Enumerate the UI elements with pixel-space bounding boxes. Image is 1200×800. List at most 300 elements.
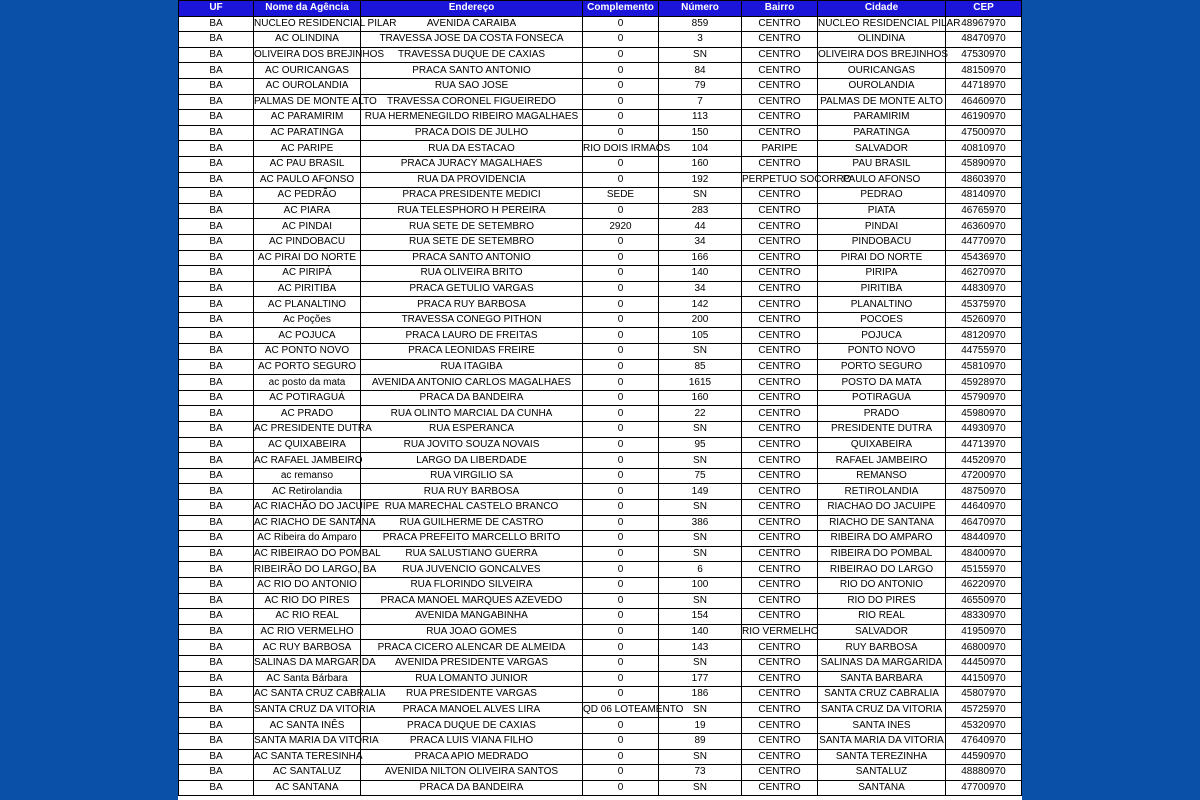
- cep-cell[interactable]: 45320970: [946, 718, 1022, 734]
- agency-name-cell[interactable]: AC PIRAI DO NORTE: [254, 250, 361, 266]
- uf-cell[interactable]: BA: [179, 453, 254, 469]
- number-cell[interactable]: 166: [659, 250, 742, 266]
- uf-cell[interactable]: BA: [179, 655, 254, 671]
- number-cell[interactable]: 3: [659, 32, 742, 48]
- complement-cell[interactable]: 0: [583, 94, 659, 110]
- complement-cell[interactable]: 0: [583, 593, 659, 609]
- agency-name-cell[interactable]: AC SANTANA: [254, 780, 361, 796]
- number-cell[interactable]: 75: [659, 468, 742, 484]
- uf-cell[interactable]: BA: [179, 110, 254, 126]
- district-cell[interactable]: CENTRO: [742, 562, 818, 578]
- complement-cell[interactable]: 0: [583, 344, 659, 360]
- agency-name-cell[interactable]: AC PARIPE: [254, 141, 361, 157]
- number-cell[interactable]: SN: [659, 188, 742, 204]
- address-cell[interactable]: RUA DA ESTACAO: [361, 141, 583, 157]
- uf-cell[interactable]: BA: [179, 312, 254, 328]
- cep-cell[interactable]: 48440970: [946, 531, 1022, 547]
- number-cell[interactable]: 192: [659, 172, 742, 188]
- city-cell[interactable]: PIRAI DO NORTE: [818, 250, 946, 266]
- complement-cell[interactable]: 0: [583, 250, 659, 266]
- district-cell[interactable]: CENTRO: [742, 188, 818, 204]
- address-cell[interactable]: TRAVESSA CONEGO PITHON: [361, 312, 583, 328]
- agency-name-cell[interactable]: AC PLANALTINO: [254, 297, 361, 313]
- agency-name-cell[interactable]: AC RIACHO DE SANTANA: [254, 515, 361, 531]
- address-cell[interactable]: PRACA CICERO ALENCAR DE ALMEIDA: [361, 640, 583, 656]
- agency-name-cell[interactable]: AC PIRITIBA: [254, 281, 361, 297]
- address-cell[interactable]: RUA VIRGILIO SA: [361, 468, 583, 484]
- agency-name-cell[interactable]: OLIVEIRA DOS BREJINHOS: [254, 47, 361, 63]
- number-cell[interactable]: 859: [659, 16, 742, 32]
- cep-cell[interactable]: 44755970: [946, 344, 1022, 360]
- uf-cell[interactable]: BA: [179, 609, 254, 625]
- agency-name-cell[interactable]: AC OUROLANDIA: [254, 78, 361, 94]
- district-cell[interactable]: CENTRO: [742, 344, 818, 360]
- complement-cell[interactable]: 0: [583, 484, 659, 500]
- district-cell[interactable]: CENTRO: [742, 312, 818, 328]
- cep-cell[interactable]: 45890970: [946, 156, 1022, 172]
- district-cell[interactable]: CENTRO: [742, 780, 818, 796]
- city-cell[interactable]: SALVADOR: [818, 624, 946, 640]
- district-cell[interactable]: CENTRO: [742, 718, 818, 734]
- number-cell[interactable]: 95: [659, 437, 742, 453]
- uf-cell[interactable]: BA: [179, 328, 254, 344]
- address-cell[interactable]: RUA HERMENEGILDO RIBEIRO MAGALHAES: [361, 110, 583, 126]
- district-cell[interactable]: CENTRO: [742, 219, 818, 235]
- agency-name-cell[interactable]: AC SANTA CRUZ CABRALIA: [254, 687, 361, 703]
- complement-cell[interactable]: 0: [583, 125, 659, 141]
- district-cell[interactable]: CENTRO: [742, 671, 818, 687]
- number-cell[interactable]: 386: [659, 515, 742, 531]
- number-cell[interactable]: SN: [659, 655, 742, 671]
- number-cell[interactable]: 154: [659, 609, 742, 625]
- cep-cell[interactable]: 46360970: [946, 219, 1022, 235]
- cep-cell[interactable]: 46470970: [946, 515, 1022, 531]
- number-cell[interactable]: SN: [659, 453, 742, 469]
- cep-cell[interactable]: 44520970: [946, 453, 1022, 469]
- city-cell[interactable]: SANTA INES: [818, 718, 946, 734]
- complement-cell[interactable]: 0: [583, 32, 659, 48]
- complement-cell[interactable]: 0: [583, 359, 659, 375]
- address-cell[interactable]: RUA TELESPHORO H PEREIRA: [361, 203, 583, 219]
- complement-cell[interactable]: RIO DOIS IRMAOS: [583, 141, 659, 157]
- district-cell[interactable]: CENTRO: [742, 406, 818, 422]
- agency-name-cell[interactable]: AC PRESIDENTE DUTRA: [254, 422, 361, 438]
- cep-cell[interactable]: 47530970: [946, 47, 1022, 63]
- number-cell[interactable]: 7: [659, 94, 742, 110]
- uf-cell[interactable]: BA: [179, 375, 254, 391]
- number-cell[interactable]: 160: [659, 390, 742, 406]
- cep-cell[interactable]: 46765970: [946, 203, 1022, 219]
- cep-cell[interactable]: 48603970: [946, 172, 1022, 188]
- cep-cell[interactable]: 45928970: [946, 375, 1022, 391]
- district-cell[interactable]: CENTRO: [742, 453, 818, 469]
- cep-cell[interactable]: 47700970: [946, 780, 1022, 796]
- agency-name-cell[interactable]: AC OURICANGAS: [254, 63, 361, 79]
- number-cell[interactable]: 105: [659, 328, 742, 344]
- city-cell[interactable]: RIACHO DE SANTANA: [818, 515, 946, 531]
- cep-cell[interactable]: 46800970: [946, 640, 1022, 656]
- district-cell[interactable]: CENTRO: [742, 500, 818, 516]
- address-cell[interactable]: PRACA SANTO ANTONIO: [361, 250, 583, 266]
- cep-cell[interactable]: 44718970: [946, 78, 1022, 94]
- cep-cell[interactable]: 44150970: [946, 671, 1022, 687]
- district-cell[interactable]: CENTRO: [742, 515, 818, 531]
- uf-cell[interactable]: BA: [179, 562, 254, 578]
- address-cell[interactable]: RUA GUILHERME DE CASTRO: [361, 515, 583, 531]
- number-cell[interactable]: 149: [659, 484, 742, 500]
- number-cell[interactable]: 177: [659, 671, 742, 687]
- uf-cell[interactable]: BA: [179, 749, 254, 765]
- agency-name-cell[interactable]: AC RUY BARBOSA: [254, 640, 361, 656]
- city-cell[interactable]: PRESIDENTE DUTRA: [818, 422, 946, 438]
- district-cell[interactable]: CENTRO: [742, 375, 818, 391]
- city-cell[interactable]: PALMAS DE MONTE ALTO: [818, 94, 946, 110]
- address-cell[interactable]: RUA SETE DE SETEMBRO: [361, 234, 583, 250]
- complement-cell[interactable]: 0: [583, 780, 659, 796]
- address-cell[interactable]: PRACA DA BANDEIRA: [361, 780, 583, 796]
- district-cell[interactable]: CENTRO: [742, 250, 818, 266]
- complement-cell[interactable]: 0: [583, 718, 659, 734]
- complement-cell[interactable]: 0: [583, 406, 659, 422]
- complement-cell[interactable]: 0: [583, 78, 659, 94]
- agency-name-cell[interactable]: AC POJUCA: [254, 328, 361, 344]
- number-cell[interactable]: 85: [659, 359, 742, 375]
- address-cell[interactable]: RUA OLIVEIRA BRITO: [361, 266, 583, 282]
- cep-cell[interactable]: 48470970: [946, 32, 1022, 48]
- cep-cell[interactable]: 44640970: [946, 500, 1022, 516]
- agency-name-cell[interactable]: AC OLINDINA: [254, 32, 361, 48]
- uf-cell[interactable]: BA: [179, 546, 254, 562]
- city-cell[interactable]: SANTA MARIA DA VITORIA: [818, 733, 946, 749]
- address-cell[interactable]: AVENIDA NILTON OLIVEIRA SANTOS: [361, 765, 583, 781]
- agency-name-cell[interactable]: AC SANTALUZ: [254, 765, 361, 781]
- uf-cell[interactable]: BA: [179, 593, 254, 609]
- cep-cell[interactable]: 44590970: [946, 749, 1022, 765]
- uf-cell[interactable]: BA: [179, 234, 254, 250]
- agency-name-cell[interactable]: AC RIO REAL: [254, 609, 361, 625]
- address-cell[interactable]: PRACA LEONIDAS FREIRE: [361, 344, 583, 360]
- complement-cell[interactable]: 0: [583, 297, 659, 313]
- number-cell[interactable]: SN: [659, 780, 742, 796]
- address-cell[interactable]: PRACA RUY BARBOSA: [361, 297, 583, 313]
- city-cell[interactable]: RIO DO ANTONIO: [818, 577, 946, 593]
- address-cell[interactable]: PRACA GETULIO VARGAS: [361, 281, 583, 297]
- agency-name-cell[interactable]: AC SANTA TERESINHA: [254, 749, 361, 765]
- complement-cell[interactable]: 0: [583, 671, 659, 687]
- district-cell[interactable]: CENTRO: [742, 47, 818, 63]
- cep-cell[interactable]: 47500970: [946, 125, 1022, 141]
- number-cell[interactable]: 84: [659, 63, 742, 79]
- uf-cell[interactable]: BA: [179, 188, 254, 204]
- complement-cell[interactable]: 0: [583, 203, 659, 219]
- city-cell[interactable]: POCOES: [818, 312, 946, 328]
- address-cell[interactable]: RUA SAO JOSE: [361, 78, 583, 94]
- city-cell[interactable]: OLINDINA: [818, 32, 946, 48]
- number-cell[interactable]: 1615: [659, 375, 742, 391]
- cep-cell[interactable]: 46550970: [946, 593, 1022, 609]
- number-cell[interactable]: SN: [659, 546, 742, 562]
- district-cell[interactable]: CENTRO: [742, 281, 818, 297]
- agency-name-cell[interactable]: AC RIO DO ANTONIO: [254, 577, 361, 593]
- uf-cell[interactable]: BA: [179, 156, 254, 172]
- complement-cell[interactable]: 0: [583, 609, 659, 625]
- number-cell[interactable]: 140: [659, 266, 742, 282]
- address-cell[interactable]: PRACA SANTO ANTONIO: [361, 63, 583, 79]
- district-cell[interactable]: RIO VERMELHO: [742, 624, 818, 640]
- cep-cell[interactable]: 44450970: [946, 655, 1022, 671]
- agency-name-cell[interactable]: AC Retirolandia: [254, 484, 361, 500]
- agency-name-cell[interactable]: AC RAFAEL JAMBEIRO: [254, 453, 361, 469]
- cep-cell[interactable]: 47640970: [946, 733, 1022, 749]
- agency-name-cell[interactable]: SANTA MARIA DA VITORIA: [254, 733, 361, 749]
- city-cell[interactable]: RUY BARBOSA: [818, 640, 946, 656]
- city-cell[interactable]: PARAMIRIM: [818, 110, 946, 126]
- address-cell[interactable]: PRACA JURACY MAGALHAES: [361, 156, 583, 172]
- agency-name-cell[interactable]: NUCLEO RESIDENCIAL PILAR: [254, 16, 361, 32]
- number-cell[interactable]: SN: [659, 749, 742, 765]
- district-cell[interactable]: CENTRO: [742, 78, 818, 94]
- cep-cell[interactable]: 48330970: [946, 609, 1022, 625]
- agency-name-cell[interactable]: SANTA CRUZ DA VITORIA: [254, 702, 361, 718]
- agency-name-cell[interactable]: ac remanso: [254, 468, 361, 484]
- address-cell[interactable]: PRACA LAURO DE FREITAS: [361, 328, 583, 344]
- uf-cell[interactable]: BA: [179, 500, 254, 516]
- cep-cell[interactable]: 46460970: [946, 94, 1022, 110]
- complement-cell[interactable]: 0: [583, 468, 659, 484]
- city-cell[interactable]: RETIROLANDIA: [818, 484, 946, 500]
- cep-cell[interactable]: 48967970: [946, 16, 1022, 32]
- cep-cell[interactable]: 46270970: [946, 266, 1022, 282]
- complement-cell[interactable]: 0: [583, 515, 659, 531]
- district-cell[interactable]: CENTRO: [742, 546, 818, 562]
- district-cell[interactable]: CENTRO: [742, 655, 818, 671]
- uf-cell[interactable]: BA: [179, 624, 254, 640]
- cep-cell[interactable]: 48140970: [946, 188, 1022, 204]
- city-cell[interactable]: RIO DO PIRES: [818, 593, 946, 609]
- agency-name-cell[interactable]: AC RIACHÃO DO JACUÍPE: [254, 500, 361, 516]
- city-cell[interactable]: OLIVEIRA DOS BREJINHOS: [818, 47, 946, 63]
- district-cell[interactable]: CENTRO: [742, 437, 818, 453]
- uf-cell[interactable]: BA: [179, 203, 254, 219]
- city-cell[interactable]: PIRITIBA: [818, 281, 946, 297]
- agency-name-cell[interactable]: AC SANTA INÊS: [254, 718, 361, 734]
- city-cell[interactable]: RIACHAO DO JACUIPE: [818, 500, 946, 516]
- district-cell[interactable]: CENTRO: [742, 156, 818, 172]
- city-cell[interactable]: PEDRAO: [818, 188, 946, 204]
- complement-cell[interactable]: 0: [583, 546, 659, 562]
- agency-name-cell[interactable]: AC Ribeira do Amparo: [254, 531, 361, 547]
- address-cell[interactable]: RUA PRESIDENTE VARGAS: [361, 687, 583, 703]
- column-header-cep[interactable]: CEP: [946, 1, 1022, 17]
- city-cell[interactable]: PONTO NOVO: [818, 344, 946, 360]
- uf-cell[interactable]: BA: [179, 484, 254, 500]
- complement-cell[interactable]: 0: [583, 655, 659, 671]
- uf-cell[interactable]: BA: [179, 78, 254, 94]
- uf-cell[interactable]: BA: [179, 702, 254, 718]
- complement-cell[interactable]: SEDE: [583, 188, 659, 204]
- address-cell[interactable]: RUA OLINTO MARCIAL DA CUNHA: [361, 406, 583, 422]
- district-cell[interactable]: CENTRO: [742, 94, 818, 110]
- agency-name-cell[interactable]: AC PIARA: [254, 203, 361, 219]
- agency-name-cell[interactable]: AC PORTO SEGURO: [254, 359, 361, 375]
- complement-cell[interactable]: 2920: [583, 219, 659, 235]
- number-cell[interactable]: SN: [659, 702, 742, 718]
- city-cell[interactable]: POJUCA: [818, 328, 946, 344]
- address-cell[interactable]: AVENIDA PRESIDENTE VARGAS: [361, 655, 583, 671]
- column-header-district[interactable]: Bairro: [742, 1, 818, 17]
- district-cell[interactable]: CENTRO: [742, 733, 818, 749]
- complement-cell[interactable]: 0: [583, 328, 659, 344]
- city-cell[interactable]: PRADO: [818, 406, 946, 422]
- agency-name-cell[interactable]: AC PONTO NOVO: [254, 344, 361, 360]
- city-cell[interactable]: RIBEIRA DO POMBAL: [818, 546, 946, 562]
- uf-cell[interactable]: BA: [179, 94, 254, 110]
- uf-cell[interactable]: BA: [179, 141, 254, 157]
- uf-cell[interactable]: BA: [179, 63, 254, 79]
- uf-cell[interactable]: BA: [179, 531, 254, 547]
- cep-cell[interactable]: 48150970: [946, 63, 1022, 79]
- uf-cell[interactable]: BA: [179, 390, 254, 406]
- complement-cell[interactable]: 0: [583, 422, 659, 438]
- district-cell[interactable]: PERPETUO SOCORRO: [742, 172, 818, 188]
- uf-cell[interactable]: BA: [179, 765, 254, 781]
- uf-cell[interactable]: BA: [179, 687, 254, 703]
- uf-cell[interactable]: BA: [179, 515, 254, 531]
- agency-name-cell[interactable]: AC RIO DO PIRES: [254, 593, 361, 609]
- number-cell[interactable]: 200: [659, 312, 742, 328]
- district-cell[interactable]: CENTRO: [742, 32, 818, 48]
- number-cell[interactable]: SN: [659, 422, 742, 438]
- cep-cell[interactable]: 48400970: [946, 546, 1022, 562]
- city-cell[interactable]: PINDAI: [818, 219, 946, 235]
- address-cell[interactable]: RUA LOMANTO JUNIOR: [361, 671, 583, 687]
- city-cell[interactable]: SANTA CRUZ DA VITORIA: [818, 702, 946, 718]
- agency-name-cell[interactable]: AC PRADO: [254, 406, 361, 422]
- cep-cell[interactable]: 41950970: [946, 624, 1022, 640]
- district-cell[interactable]: CENTRO: [742, 297, 818, 313]
- complement-cell[interactable]: 0: [583, 110, 659, 126]
- complement-cell[interactable]: 0: [583, 156, 659, 172]
- uf-cell[interactable]: BA: [179, 718, 254, 734]
- address-cell[interactable]: RUA MARECHAL CASTELO BRANCO: [361, 500, 583, 516]
- uf-cell[interactable]: BA: [179, 47, 254, 63]
- cep-cell[interactable]: 46220970: [946, 577, 1022, 593]
- cep-cell[interactable]: 47200970: [946, 468, 1022, 484]
- complement-cell[interactable]: 0: [583, 749, 659, 765]
- address-cell[interactable]: RUA ESPERANCA: [361, 422, 583, 438]
- column-header-number[interactable]: Número: [659, 1, 742, 17]
- cep-cell[interactable]: 45436970: [946, 250, 1022, 266]
- city-cell[interactable]: QUIXABEIRA: [818, 437, 946, 453]
- number-cell[interactable]: 89: [659, 733, 742, 749]
- district-cell[interactable]: CENTRO: [742, 468, 818, 484]
- uf-cell[interactable]: BA: [179, 297, 254, 313]
- number-cell[interactable]: SN: [659, 531, 742, 547]
- agency-name-cell[interactable]: SALINAS DA MARGARIDA: [254, 655, 361, 671]
- city-cell[interactable]: OUROLANDIA: [818, 78, 946, 94]
- uf-cell[interactable]: BA: [179, 125, 254, 141]
- address-cell[interactable]: RUA SALUSTIANO GUERRA: [361, 546, 583, 562]
- city-cell[interactable]: PAULO AFONSO: [818, 172, 946, 188]
- uf-cell[interactable]: BA: [179, 172, 254, 188]
- district-cell[interactable]: CENTRO: [742, 577, 818, 593]
- number-cell[interactable]: 34: [659, 234, 742, 250]
- address-cell[interactable]: AVENIDA CARAIBA: [361, 16, 583, 32]
- cep-cell[interactable]: 40810970: [946, 141, 1022, 157]
- complement-cell[interactable]: 0: [583, 733, 659, 749]
- column-header-uf[interactable]: UF: [179, 1, 254, 17]
- district-cell[interactable]: CENTRO: [742, 687, 818, 703]
- address-cell[interactable]: PRACA PRESIDENTE MEDICI: [361, 188, 583, 204]
- complement-cell[interactable]: 0: [583, 640, 659, 656]
- complement-cell[interactable]: 0: [583, 531, 659, 547]
- address-cell[interactable]: TRAVESSA CORONEL FIGUEIREDO: [361, 94, 583, 110]
- number-cell[interactable]: 73: [659, 765, 742, 781]
- number-cell[interactable]: 186: [659, 687, 742, 703]
- complement-cell[interactable]: 0: [583, 624, 659, 640]
- district-cell[interactable]: CENTRO: [742, 390, 818, 406]
- uf-cell[interactable]: BA: [179, 780, 254, 796]
- city-cell[interactable]: PAU BRASIL: [818, 156, 946, 172]
- city-cell[interactable]: POSTO DA MATA: [818, 375, 946, 391]
- address-cell[interactable]: RUA ITAGIBA: [361, 359, 583, 375]
- city-cell[interactable]: OURICANGAS: [818, 63, 946, 79]
- uf-cell[interactable]: BA: [179, 344, 254, 360]
- number-cell[interactable]: 6: [659, 562, 742, 578]
- cep-cell[interactable]: 45260970: [946, 312, 1022, 328]
- cep-cell[interactable]: 45810970: [946, 359, 1022, 375]
- address-cell[interactable]: PRACA MANOEL MARQUES AZEVEDO: [361, 593, 583, 609]
- district-cell[interactable]: CENTRO: [742, 125, 818, 141]
- complement-cell[interactable]: 0: [583, 765, 659, 781]
- address-cell[interactable]: PRACA DA BANDEIRA: [361, 390, 583, 406]
- complement-cell[interactable]: 0: [583, 234, 659, 250]
- district-cell[interactable]: PARIPE: [742, 141, 818, 157]
- city-cell[interactable]: NUCLEO RESIDENCIAL PILAR: [818, 16, 946, 32]
- address-cell[interactable]: RUA JUVENCIO GONCALVES: [361, 562, 583, 578]
- complement-cell[interactable]: 0: [583, 437, 659, 453]
- cep-cell[interactable]: 45790970: [946, 390, 1022, 406]
- agency-name-cell[interactable]: AC PAU BRASIL: [254, 156, 361, 172]
- address-cell[interactable]: PRACA DOIS DE JULHO: [361, 125, 583, 141]
- city-cell[interactable]: SANTALUZ: [818, 765, 946, 781]
- district-cell[interactable]: CENTRO: [742, 531, 818, 547]
- number-cell[interactable]: 140: [659, 624, 742, 640]
- city-cell[interactable]: PLANALTINO: [818, 297, 946, 313]
- agency-name-cell[interactable]: AC PARATINGA: [254, 125, 361, 141]
- agency-name-cell[interactable]: Ac Poções: [254, 312, 361, 328]
- uf-cell[interactable]: BA: [179, 640, 254, 656]
- complement-cell[interactable]: 0: [583, 687, 659, 703]
- city-cell[interactable]: PIATA: [818, 203, 946, 219]
- district-cell[interactable]: CENTRO: [742, 234, 818, 250]
- address-cell[interactable]: TRAVESSA JOSE DA COSTA FONSECA: [361, 32, 583, 48]
- number-cell[interactable]: 100: [659, 577, 742, 593]
- cep-cell[interactable]: 45725970: [946, 702, 1022, 718]
- agency-name-cell[interactable]: ac posto da mata: [254, 375, 361, 391]
- cep-cell[interactable]: 48880970: [946, 765, 1022, 781]
- uf-cell[interactable]: BA: [179, 468, 254, 484]
- city-cell[interactable]: PARATINGA: [818, 125, 946, 141]
- cep-cell[interactable]: 44713970: [946, 437, 1022, 453]
- city-cell[interactable]: SALINAS DA MARGARIDA: [818, 655, 946, 671]
- agency-name-cell[interactable]: AC POTIRAGUÁ: [254, 390, 361, 406]
- uf-cell[interactable]: BA: [179, 359, 254, 375]
- uf-cell[interactable]: BA: [179, 266, 254, 282]
- city-cell[interactable]: PINDOBACU: [818, 234, 946, 250]
- cep-cell[interactable]: 44830970: [946, 281, 1022, 297]
- number-cell[interactable]: SN: [659, 47, 742, 63]
